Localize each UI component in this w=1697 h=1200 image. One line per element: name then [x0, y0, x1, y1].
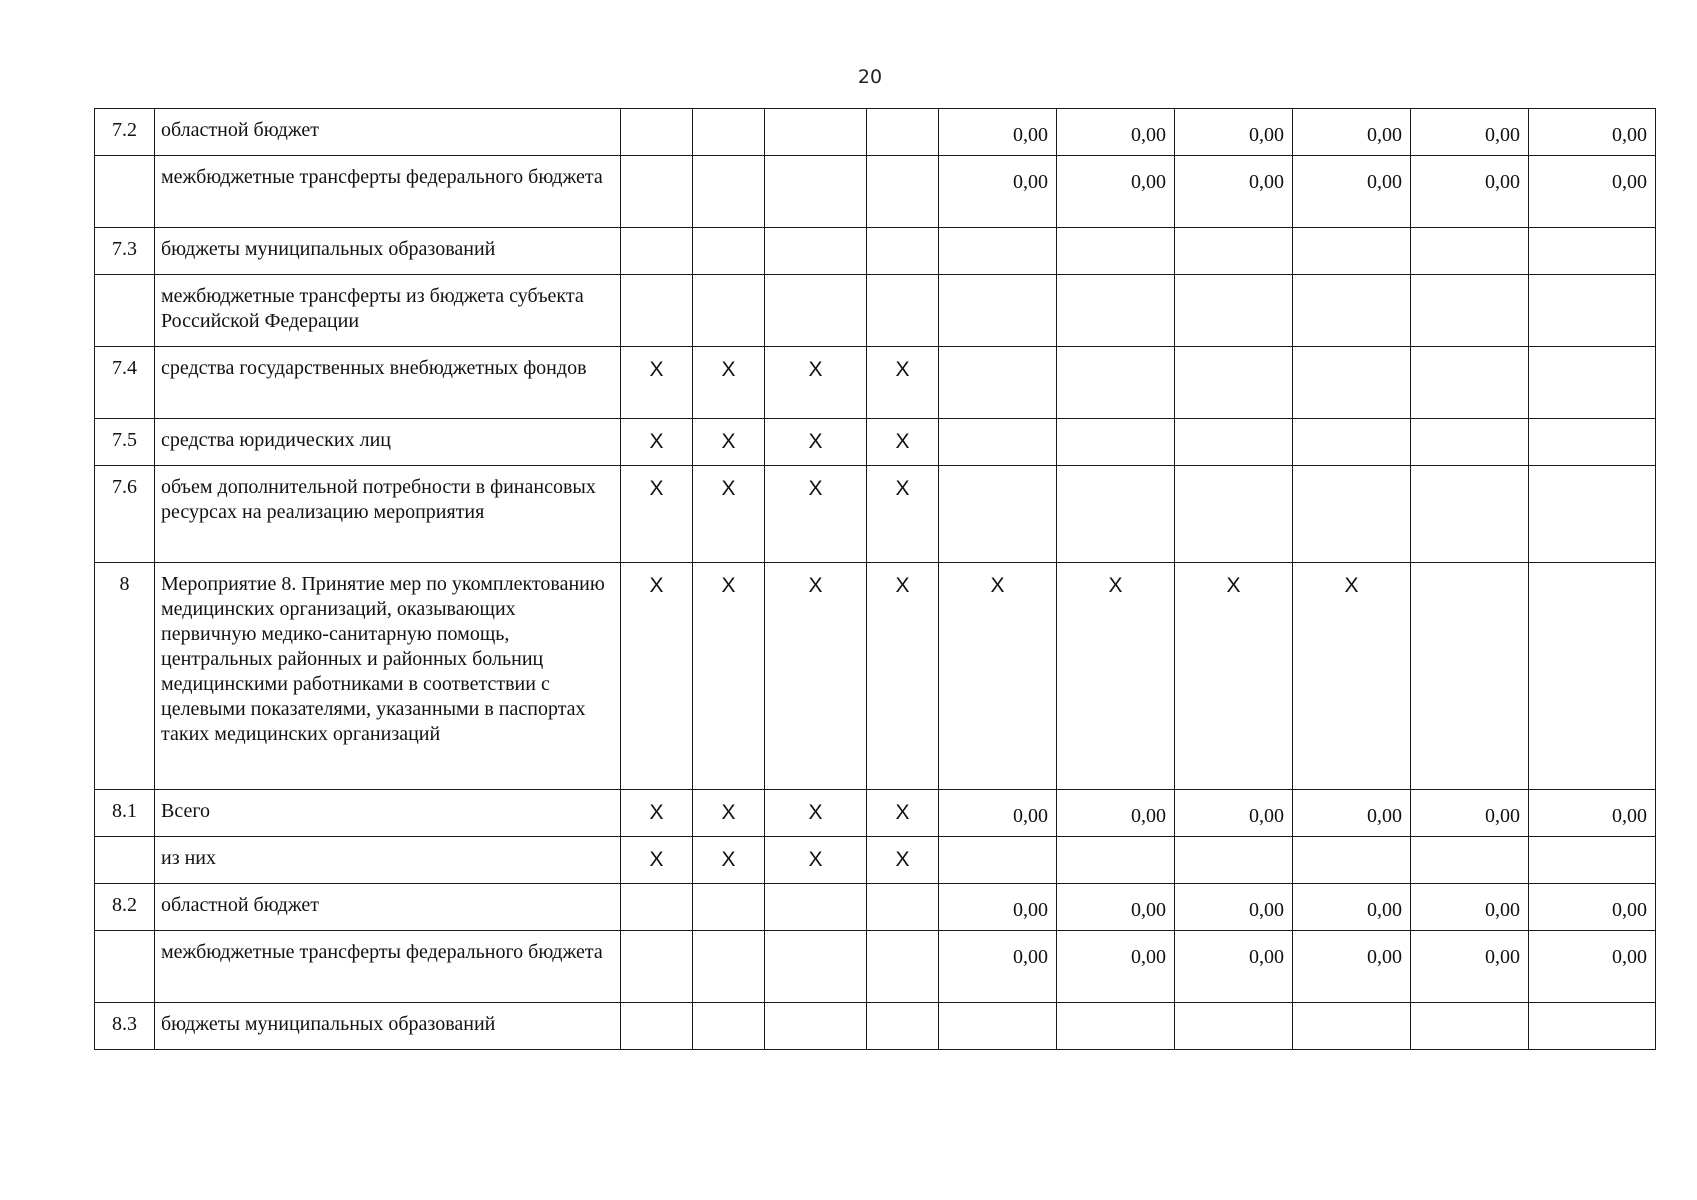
value-cell: 0,00	[939, 156, 1057, 228]
value-cell: 0,00	[1529, 109, 1656, 156]
table-row	[95, 347, 1656, 419]
value-cell	[1057, 466, 1175, 563]
mark-cell	[765, 884, 867, 931]
table-row	[95, 837, 1656, 884]
row-description: областной бюджет	[155, 884, 621, 931]
value-cell	[1175, 837, 1293, 884]
mark-cell: X	[867, 837, 939, 884]
value-cell: 0,00	[1293, 931, 1411, 1003]
value-cell	[1411, 1003, 1529, 1050]
row-number: 7.6	[95, 466, 155, 563]
mark-cell	[693, 884, 765, 931]
value-cell	[939, 1003, 1057, 1050]
table-body	[95, 109, 1656, 1050]
value-cell: 0,00	[1057, 790, 1175, 837]
value-cell	[939, 466, 1057, 563]
value-cell	[1175, 347, 1293, 419]
value-cell	[1057, 275, 1175, 347]
value-cell: 0,00	[1057, 109, 1175, 156]
value-cell	[939, 228, 1057, 275]
mark-cell: X	[693, 466, 765, 563]
mark-cell	[621, 1003, 693, 1050]
value-cell	[1293, 228, 1411, 275]
mark-cell: X	[765, 563, 867, 790]
value-cell: 0,00	[1411, 884, 1529, 931]
value-cell	[1293, 1003, 1411, 1050]
mark-cell	[693, 931, 765, 1003]
row-number: 7.5	[95, 419, 155, 466]
value-cell	[1411, 837, 1529, 884]
mark-cell	[765, 275, 867, 347]
value-cell: 0,00	[1411, 156, 1529, 228]
row-description: бюджеты муниципальных образований	[155, 1003, 621, 1050]
row-number	[95, 275, 155, 347]
value-cell: 0,00	[1411, 790, 1529, 837]
mark-cell: X	[867, 563, 939, 790]
value-cell: X	[1293, 563, 1411, 790]
value-cell: 0,00	[939, 790, 1057, 837]
value-cell	[1293, 419, 1411, 466]
value-cell	[1411, 563, 1529, 790]
mark-cell	[621, 931, 693, 1003]
mark-cell	[693, 228, 765, 275]
value-cell	[1057, 837, 1175, 884]
mark-cell	[867, 884, 939, 931]
budget-table	[94, 108, 1656, 1050]
value-cell: 0,00	[1293, 156, 1411, 228]
row-description: межбюджетные трансферты федерального бюджета	[155, 931, 621, 1003]
value-cell: 0,00	[1175, 109, 1293, 156]
row-description: межбюджетные трансферты из бюджета субъекта Российской Федерации	[155, 275, 621, 347]
table-row	[95, 109, 1656, 156]
mark-cell	[867, 156, 939, 228]
row-description: Всего	[155, 790, 621, 837]
mark-cell	[867, 1003, 939, 1050]
row-number	[95, 156, 155, 228]
value-cell: 0,00	[1529, 790, 1656, 837]
mark-cell: X	[693, 837, 765, 884]
value-cell: 0,00	[1175, 931, 1293, 1003]
row-description: областной бюджет	[155, 109, 621, 156]
value-cell	[939, 419, 1057, 466]
value-cell	[939, 347, 1057, 419]
mark-cell: X	[867, 790, 939, 837]
table-row	[95, 563, 1656, 790]
row-number	[95, 931, 155, 1003]
value-cell: 0,00	[939, 109, 1057, 156]
value-cell	[1411, 347, 1529, 419]
mark-cell	[621, 275, 693, 347]
mark-cell	[867, 228, 939, 275]
mark-cell: X	[867, 347, 939, 419]
value-cell: 0,00	[939, 884, 1057, 931]
value-cell	[1293, 466, 1411, 563]
row-number: 8.1	[95, 790, 155, 837]
mark-cell: X	[765, 790, 867, 837]
table-row	[95, 884, 1656, 931]
value-cell	[1411, 275, 1529, 347]
row-description: из них	[155, 837, 621, 884]
value-cell: 0,00	[1529, 931, 1656, 1003]
value-cell	[939, 275, 1057, 347]
value-cell: X	[1175, 563, 1293, 790]
value-cell: 0,00	[1057, 931, 1175, 1003]
row-number: 7.3	[95, 228, 155, 275]
value-cell: 0,00	[1175, 790, 1293, 837]
value-cell	[1175, 1003, 1293, 1050]
value-cell	[1529, 466, 1656, 563]
value-cell	[1529, 275, 1656, 347]
value-cell: 0,00	[1529, 156, 1656, 228]
value-cell	[1529, 347, 1656, 419]
table-row	[95, 931, 1656, 1003]
mark-cell	[621, 884, 693, 931]
value-cell: 0,00	[1175, 884, 1293, 931]
table-row	[95, 156, 1656, 228]
table-row	[95, 419, 1656, 466]
value-cell	[1293, 347, 1411, 419]
value-cell: X	[939, 563, 1057, 790]
mark-cell: X	[693, 790, 765, 837]
mark-cell: X	[621, 837, 693, 884]
value-cell	[1175, 466, 1293, 563]
value-cell	[1411, 228, 1529, 275]
mark-cell: X	[693, 563, 765, 790]
mark-cell	[765, 156, 867, 228]
mark-cell	[765, 1003, 867, 1050]
page-number: 20	[857, 66, 883, 88]
value-cell	[1175, 228, 1293, 275]
mark-cell: X	[765, 419, 867, 466]
row-description: Мероприятие 8. Принятие мер по укомплектованию медицинских организаций, оказывающих первичную медико-санитарную помощь, центральных районных и районных больниц медицинскими работниками в соответствии с целевыми показателями, указанными в паспортах таких медицинских организаций	[155, 563, 621, 790]
mark-cell	[621, 228, 693, 275]
mark-cell	[867, 275, 939, 347]
mark-cell	[693, 275, 765, 347]
value-cell	[1529, 1003, 1656, 1050]
value-cell	[1529, 837, 1656, 884]
row-description: межбюджетные трансферты федерального бюджета	[155, 156, 621, 228]
table-row	[95, 275, 1656, 347]
mark-cell: X	[765, 347, 867, 419]
mark-cell	[693, 1003, 765, 1050]
mark-cell: X	[621, 563, 693, 790]
mark-cell: X	[867, 419, 939, 466]
value-cell	[939, 837, 1057, 884]
value-cell: 0,00	[1175, 156, 1293, 228]
mark-cell	[621, 109, 693, 156]
mark-cell	[693, 109, 765, 156]
value-cell	[1411, 419, 1529, 466]
row-number: 7.4	[95, 347, 155, 419]
row-description: бюджеты муниципальных образований	[155, 228, 621, 275]
mark-cell	[693, 156, 765, 228]
value-cell: X	[1057, 563, 1175, 790]
mark-cell: X	[621, 466, 693, 563]
table-row	[95, 1003, 1656, 1050]
value-cell	[1057, 419, 1175, 466]
mark-cell	[765, 931, 867, 1003]
table-row	[95, 790, 1656, 837]
row-description: средства юридических лиц	[155, 419, 621, 466]
value-cell	[1175, 419, 1293, 466]
value-cell	[1057, 1003, 1175, 1050]
value-cell	[1293, 837, 1411, 884]
mark-cell	[867, 931, 939, 1003]
mark-cell	[765, 109, 867, 156]
mark-cell: X	[621, 347, 693, 419]
row-number: 8.3	[95, 1003, 155, 1050]
value-cell: 0,00	[939, 931, 1057, 1003]
value-cell: 0,00	[1293, 109, 1411, 156]
value-cell: 0,00	[1293, 790, 1411, 837]
value-cell: 0,00	[1411, 109, 1529, 156]
value-cell	[1411, 466, 1529, 563]
row-number	[95, 837, 155, 884]
mark-cell: X	[693, 419, 765, 466]
mark-cell: X	[765, 837, 867, 884]
row-description: средства государственных внебюджетных фондов	[155, 347, 621, 419]
table-row	[95, 228, 1656, 275]
mark-cell: X	[693, 347, 765, 419]
value-cell	[1529, 228, 1656, 275]
row-number: 8	[95, 563, 155, 790]
value-cell	[1057, 347, 1175, 419]
row-number: 7.2	[95, 109, 155, 156]
value-cell: 0,00	[1293, 884, 1411, 931]
value-cell	[1529, 563, 1656, 790]
value-cell	[1175, 275, 1293, 347]
mark-cell: X	[867, 466, 939, 563]
mark-cell	[867, 109, 939, 156]
mark-cell	[765, 228, 867, 275]
value-cell: 0,00	[1529, 884, 1656, 931]
mark-cell: X	[765, 466, 867, 563]
mark-cell: X	[621, 419, 693, 466]
value-cell	[1293, 275, 1411, 347]
row-number: 8.2	[95, 884, 155, 931]
value-cell: 0,00	[1057, 156, 1175, 228]
value-cell: 0,00	[1057, 884, 1175, 931]
mark-cell: X	[621, 790, 693, 837]
mark-cell	[621, 156, 693, 228]
value-cell	[1529, 419, 1656, 466]
value-cell	[1057, 228, 1175, 275]
row-description: объем дополнительной потребности в финансовых ресурсах на реализацию мероприятия	[155, 466, 621, 563]
value-cell: 0,00	[1411, 931, 1529, 1003]
table-row	[95, 466, 1656, 563]
